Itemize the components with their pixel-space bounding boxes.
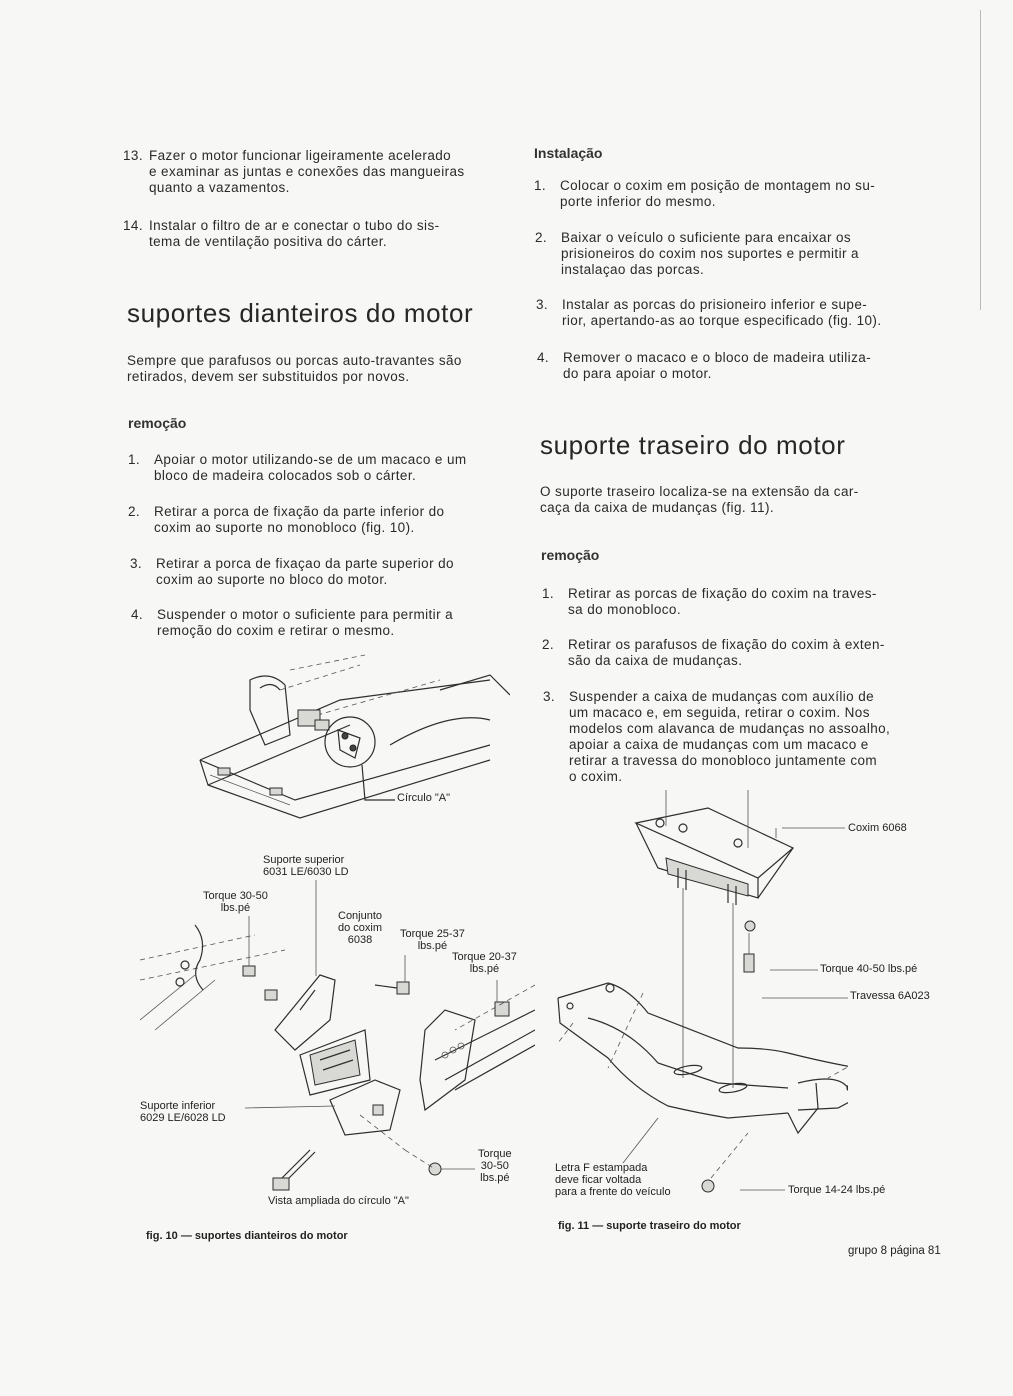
removal-step-4 [131, 607, 531, 641]
removal-step-1 [128, 452, 528, 486]
step-text: Instalar as porcas do prisioneiro inferior e supe- rior, apertando-as ao torque especificado (fig. 10). [562, 297, 882, 328]
step-text: Retirar as porcas de fixação do coxim na traves- sa do monobloco. [568, 586, 877, 617]
step-text: Retirar a porca de fixaçao da parte superior do coxim ao suporte no bloco do motor. [156, 556, 454, 587]
circle-a-label: Círculo "A" [397, 792, 451, 804]
step-number: 4. [131, 607, 144, 622]
install-step-1 [534, 178, 934, 212]
install-step-4 [537, 350, 937, 384]
right-edge-mark [980, 10, 981, 310]
section-title-rear-mount: suporte traseiro do motor [540, 430, 846, 460]
label-coxim: Coxim 6068 [848, 822, 907, 834]
rear-step-1 [542, 586, 942, 620]
label-suporte-superior: Suporte superior 6031 LE/6030 LD [263, 854, 349, 878]
removal-step-2 [128, 504, 528, 538]
rear-step-2 [542, 637, 942, 671]
section-title-front-mounts: suportes dianteiros do motor [127, 298, 474, 328]
step-number: 4. [537, 350, 550, 365]
label-torque-30-50: Torque 30-50 lbs.pé [203, 890, 268, 914]
label-torque-25-37: Torque 25-37 lbs.pé [400, 928, 465, 952]
step-text: Colocar o coxim em posição de montagem no su- porte inferior do mesmo. [560, 178, 876, 209]
label-letra-f: Letra F estampada deve ficar voltada para a frente do veículo [555, 1162, 671, 1198]
step-number: 1. [534, 178, 547, 193]
step-text: Suspender o motor o suficiente para permitir a remoção do coxim e retirar o mesmo. [157, 607, 454, 638]
step-number: 3. [130, 556, 143, 571]
step-text: Instalar o filtro de ar e conectar o tubo do sis- tema de ventilação positiva do cárter. [149, 218, 440, 249]
step-text: Suspender a caixa de mudanças com auxílio de um macaco e, em seguida, retirar o coxim. Nos modelos com alavanca de mudanças no assoalho, apoiar a caixa de mudanças com um macaco e retirar a travessa do monobloco juntamente com o coxim. [569, 689, 891, 784]
install-step-3 [536, 297, 936, 331]
step-14 [123, 218, 523, 252]
page-footer: grupo 8 página 81 [848, 1245, 941, 1257]
subheading-installation: Instalação [534, 145, 603, 161]
label-torque-30-50-b: Torque 30-50 lbs.pé [478, 1148, 512, 1184]
fig10-caption: fig. 10 — suportes dianteiros do motor [146, 1230, 348, 1242]
label-torque-40-50: Torque 40-50 lbs.pé [820, 963, 918, 975]
fig11-caption: fig. 11 — suporte traseiro do motor [558, 1220, 741, 1232]
removal-step-3 [130, 556, 530, 590]
step-number: 1. [128, 452, 141, 467]
intro-paragraph: Sempre que parafusos ou porcas auto-travantes são retirados, devem ser substituidos por novos. [127, 353, 462, 384]
fig10-overview-drawing [190, 650, 510, 825]
label-travessa: Travessa 6A023 [850, 990, 930, 1002]
step-text: Remover o macaco e o bloco de madeira utiliza- do para apoiar o motor. [563, 350, 872, 381]
label-suporte-inferior: Suporte inferior 6029 LE/6028 LD [140, 1100, 226, 1124]
step-number: 3. [536, 297, 549, 312]
label-torque-14-24: Torque 14-24 lbs.pé [788, 1184, 886, 1196]
step-number: 13. [123, 148, 143, 163]
subheading-removal: remoção [128, 415, 187, 431]
step-number: 1. [542, 586, 555, 601]
step-text: Fazer o motor funcionar ligeiramente acelerado e examinar as juntas e conexões das mangueiras quanto a vazamentos. [149, 148, 465, 195]
subheading-rear-removal: remoção [541, 547, 600, 563]
step-number: 2. [128, 504, 141, 519]
step-text: Apoiar o motor utilizando-se de um macaco e um bloco de madeira colocados sob o cárter. [154, 452, 467, 483]
step-text: Retirar a porca de fixação da parte inferior do coxim ao suporte no monobloco (fig. 10). [154, 504, 445, 535]
label-conjunto-coxim: Conjunto do coxim 6038 [338, 910, 383, 946]
step-number: 2. [542, 637, 555, 652]
rear-intro-paragraph: O suporte traseiro localiza-se na extensão da car- caça da caixa de mudanças (fig. 11). [540, 484, 859, 515]
step-text: Retirar os parafusos de fixação do coxim à exten- são da caixa de mudanças. [568, 637, 885, 668]
step-13 [123, 148, 523, 198]
step-number: 2. [535, 230, 548, 245]
fig10-exploded-drawing [135, 880, 535, 1210]
label-vista-ampliada: Vista ampliada do círculo "A" [268, 1195, 409, 1207]
label-torque-20-37: Torque 20-37 lbs.pé [452, 951, 517, 975]
step-text: Baixar o veículo o suficiente para encaixar os prisioneiros do coxim nos suportes e permitir a instalaçao das porcas. [561, 230, 859, 277]
step-number: 14. [123, 218, 143, 233]
fig11-leader-lines [740, 820, 860, 1200]
rear-step-3 [543, 689, 943, 789]
install-step-2 [535, 230, 935, 280]
step-number: 3. [543, 689, 556, 704]
